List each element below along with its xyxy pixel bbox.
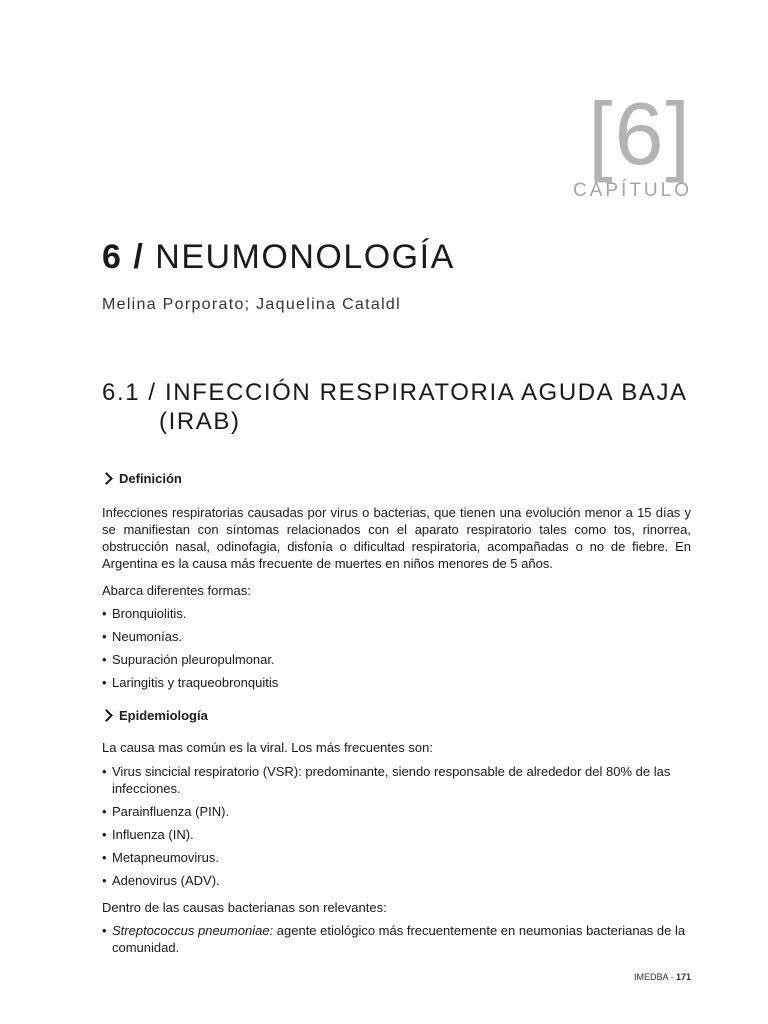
definicion-paragraph: Infecciones respiratorias causadas por virus o bacterias, que tienen una evolución menor a 15 días y se manifiestan con síntomas relacionados con el aparato respiratorio tales como tos, rinorrea, obstrucción nasal, odinofagia, disfonía o dificultad respiratoria, acompañadas o no de fiebre. En Argentina es la causa más frecuente de muertes en niños menores de 5 años. (102, 505, 691, 571)
page-footer (634, 972, 691, 982)
epidemiologia-intro: La causa mas común es la viral. Los más frecuentes son: (102, 740, 433, 755)
list-item: • Virus sincicial respiratorio (VSR): predominante, siendo responsable de alrededor del 80% de las infecciones. (102, 763, 691, 797)
epidemiologia-heading-text: Epidemiología (119, 708, 208, 723)
page-number: 171 (675, 972, 691, 982)
chapter-title-number: 6 / (102, 238, 145, 276)
list-item: • Laringitis y traqueobronquitis (102, 674, 691, 691)
bacterial-intro: Dentro de las causas bacterianas son relevantes: (102, 900, 387, 915)
chapter-title-text: NEUMONOLOGÍA (155, 238, 455, 276)
list-item: • Influenza (IN). (102, 826, 691, 843)
list-item: • Adenovirus (ADV). (102, 872, 691, 889)
chapter-number: [6] (588, 84, 692, 183)
section-title-line2: (IRAB) (159, 408, 241, 435)
bacteria-name: Streptococcus pneumoniae: (112, 923, 274, 938)
authors: Melina Porporato; Jaquelina Cataldl (102, 296, 401, 313)
footer-publisher: IMEDBA · (633, 972, 676, 982)
definicion-intro: Abarca diferentes formas: (102, 583, 251, 598)
chapter-marker (572, 84, 692, 202)
definicion-list (102, 605, 691, 691)
list-item: • Neumonías. (102, 628, 691, 645)
list-item: • Supuración pleuropulmonar. (102, 651, 691, 668)
section-title-line1: 6.1 / INFECCIÓN RESPIRATORIA AGUDA BAJA (102, 379, 688, 406)
list-item (102, 922, 691, 956)
list-item: • Bronquiolitis. (102, 605, 691, 622)
definicion-heading (102, 470, 691, 487)
chevron-right-icon (100, 472, 113, 485)
chevron-right-icon (100, 709, 113, 722)
bacterial-list (102, 922, 691, 956)
list-item: • Parainfluenza (PIN). (102, 803, 691, 820)
chapter-title (102, 238, 455, 277)
section-title (102, 378, 702, 436)
definicion-heading-text: Definición (119, 471, 182, 486)
epidemiologia-heading (102, 707, 691, 724)
list-item: • Metapneumovirus. (102, 849, 691, 866)
main-content (102, 470, 691, 956)
chapter-label: CAPÍTULO (572, 180, 692, 201)
bacteria-description: agente etiológico más frecuentemente en neumonias bacterianas de la comunidad. (112, 923, 686, 955)
epidemiologia-list (102, 763, 691, 889)
